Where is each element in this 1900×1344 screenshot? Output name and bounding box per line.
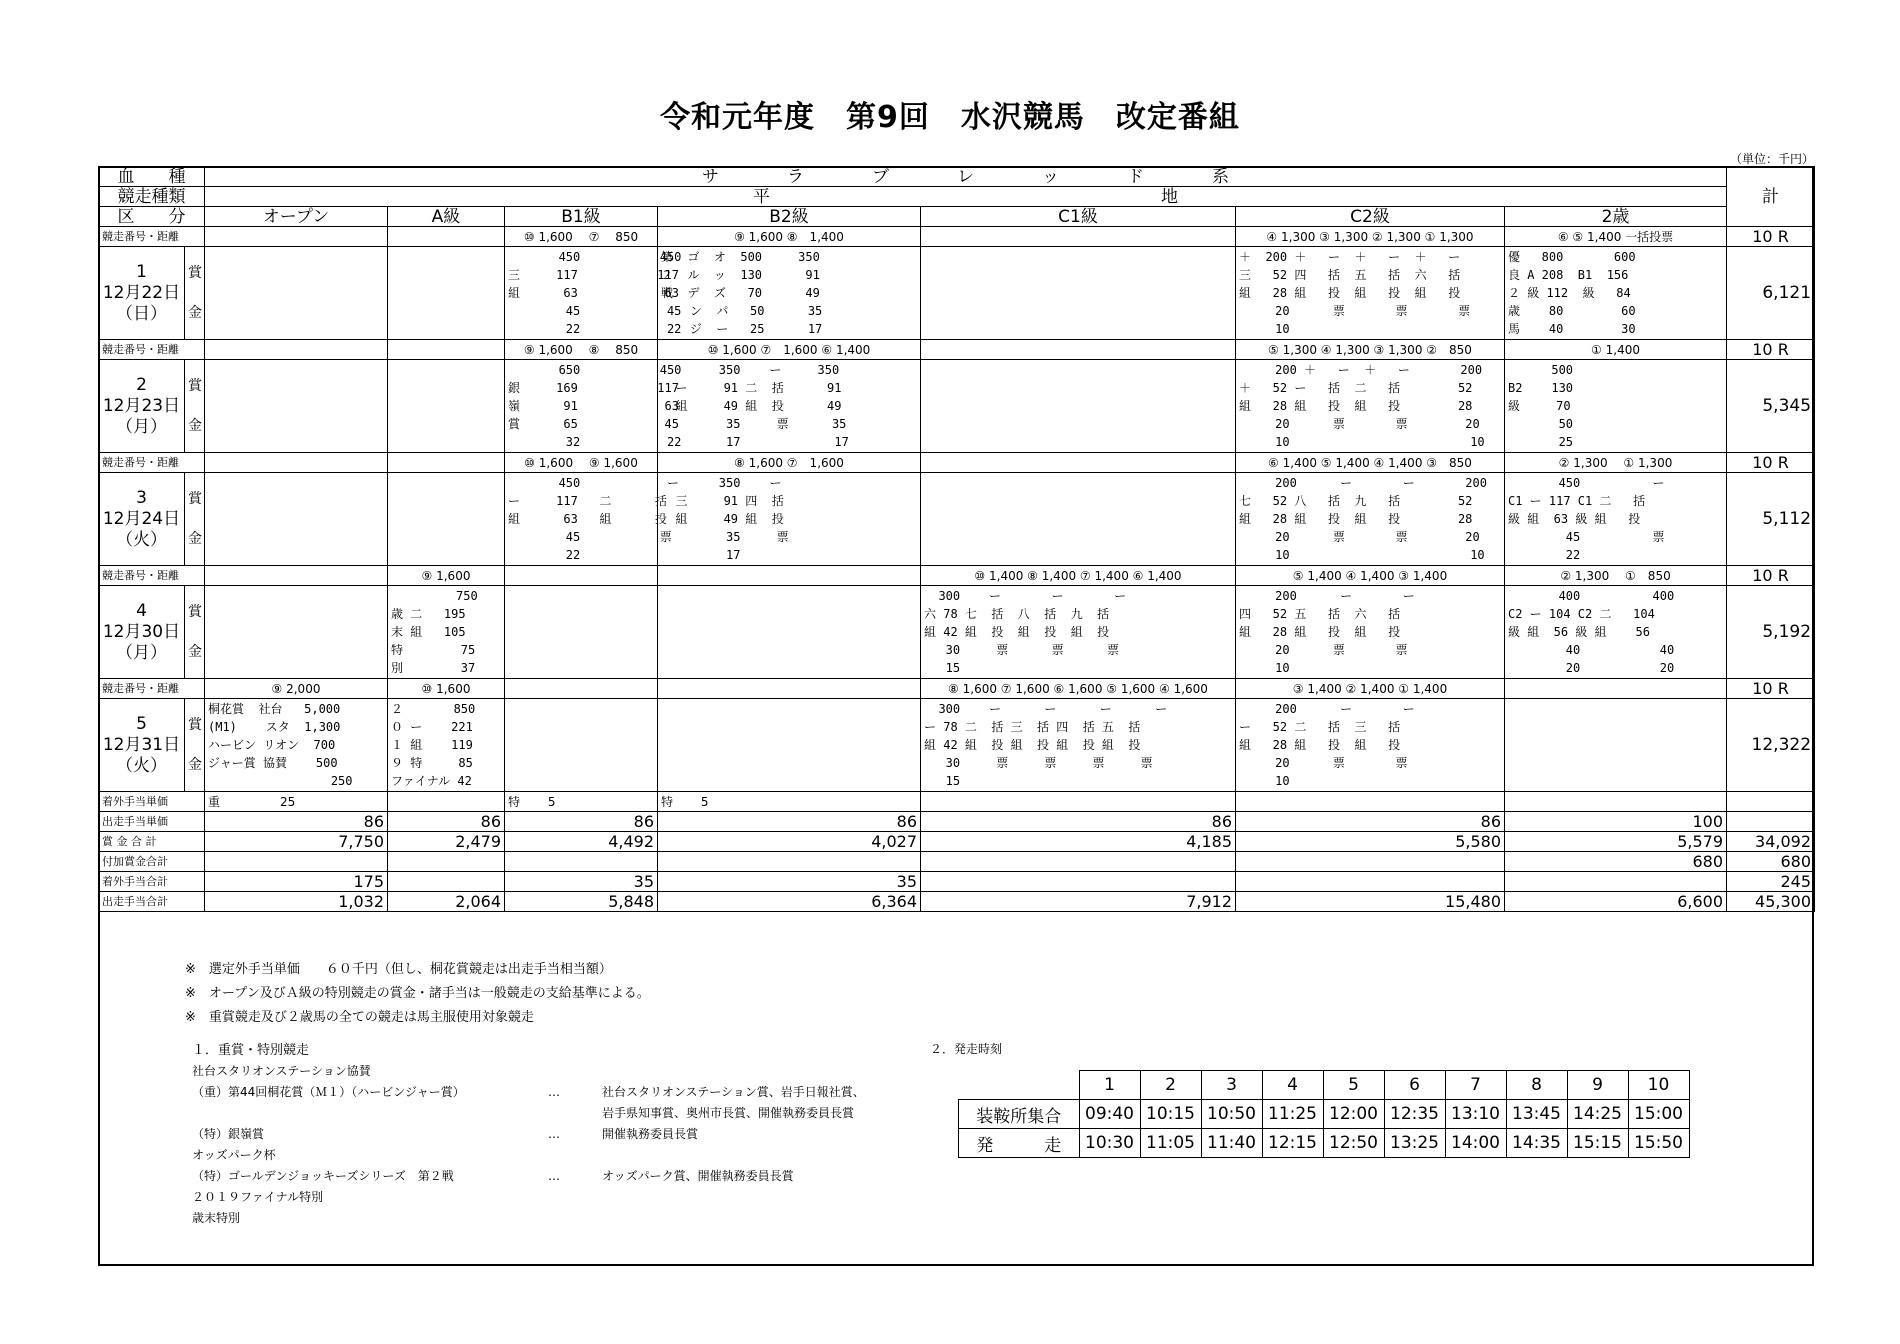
prize-cell-text: 200 ＋ ー ＋ ー 200 ＋ 52 ー 括 二 括 52 組 28 組 投 組 投 28 20 票 票 20 10 10 (1239, 363, 1485, 449)
race-distance-row (99, 453, 1815, 473)
prize-cell (205, 360, 388, 453)
prize-cell (205, 699, 388, 792)
summary-row (99, 792, 1815, 812)
special-race-line (192, 1082, 865, 1103)
summary-value: 35 (658, 872, 921, 892)
summary-value: 86 (1236, 812, 1505, 832)
race-distance-cell: ⑥ 1,400 ⑤ 1,400 ④ 1,400 ③ 850 (1236, 453, 1505, 473)
summary-value: 重 25 (205, 792, 388, 812)
special-race-name: （特）銀嶺賞 (192, 1127, 265, 1141)
race-number: 8 (1506, 1071, 1567, 1100)
summary-total: 45,300 (1727, 892, 1815, 912)
prize-money-label (185, 586, 205, 679)
prize-cell (505, 360, 682, 453)
summary-row (99, 852, 1815, 872)
prize-cell-text: 200 ー ー 四 52 五 括 六 括 組 28 組 投 組 投 20 票 票 10 (1239, 589, 1415, 675)
prize-cell-text: 200 ー ー ー 52 二 括 三 括 組 28 組 投 組 投 20 票 票 10 (1239, 702, 1415, 788)
time-cell: 12:00 (1323, 1100, 1384, 1129)
special-race-line (192, 1187, 465, 1208)
day-number: 5 (136, 713, 147, 734)
class-header: A級 (388, 207, 505, 227)
leader-dots: … (548, 1127, 560, 1141)
race-count: 10 R (1727, 340, 1815, 360)
day-weekday: （月） (116, 642, 167, 663)
summary-value (205, 852, 388, 872)
summary-value: 15,480 (1236, 892, 1505, 912)
race-distance-cell (505, 679, 658, 699)
day-row (99, 699, 1815, 792)
time-cell: 14:35 (1506, 1129, 1567, 1158)
prize-money-label (185, 360, 205, 453)
prize-cell (388, 360, 505, 453)
prize-cell-text: 350 ー 三 91 四 括 組 49 組 投 35 票 17 (675, 476, 789, 562)
race-distance-cell: ⑨ 1,600 (388, 566, 505, 586)
summary-value: 特 5 (505, 792, 658, 812)
day-row (99, 473, 1815, 566)
summary-value (921, 792, 1236, 812)
summary-value: 35 (505, 872, 658, 892)
time-cell: 10:50 (1201, 1100, 1262, 1129)
summary-total: 34,092 (1727, 832, 1815, 852)
prize-cell (1236, 360, 1505, 453)
prize-cell (205, 473, 388, 566)
summary-value: 5,580 (1236, 832, 1505, 852)
race-distance-label: 競走番号・距離 (99, 453, 205, 473)
summary-value: 4,492 (505, 832, 658, 852)
race-distance-cell: ⑤ 1,300 ④ 1,300 ③ 1,300 ② 850 (1236, 340, 1505, 360)
summary-value: 86 (658, 812, 921, 832)
prize-cell-text: 450 ー ー 117 二 括 組 63 組 投 45 票 22 (508, 476, 679, 562)
prize-cell (388, 247, 505, 340)
day-row (99, 586, 1815, 679)
award-list: 開催執務委員長賞 (602, 1127, 699, 1141)
race-distance-label: 競走番号・距離 (99, 227, 205, 247)
prize-cell (921, 473, 1236, 566)
class-label: 区 分 (99, 207, 205, 227)
summary-total: 680 (1727, 852, 1815, 872)
race-number: 9 (1567, 1071, 1628, 1100)
money-label: 金 (188, 757, 202, 773)
times-row-label: 発 走 (959, 1129, 1080, 1158)
summary-label: 賞 金 合 計 (99, 832, 205, 852)
time-cell: 13:25 (1384, 1129, 1445, 1158)
race-distance-label: 競走番号・距離 (99, 340, 205, 360)
day-label (99, 586, 185, 679)
times-row (959, 1129, 1690, 1158)
time-cell: 13:10 (1445, 1100, 1506, 1129)
class-header: C2級 (1236, 207, 1505, 227)
total-header: 計 (1727, 167, 1815, 227)
race-distance-cell: ⑥ ⑤ 1,400 一括投票 (1505, 227, 1727, 247)
notes (185, 958, 650, 1030)
special-race-line (192, 1124, 699, 1145)
summary-total: 245 (1727, 872, 1815, 892)
day-weekday: （月） (116, 416, 167, 437)
summary-label: 着外手当単価 (99, 792, 205, 812)
prize-cell (658, 360, 921, 453)
special-race-name: （特）ゴールデンジョッキーズシリーズ 第２戦 (192, 1169, 454, 1183)
time-cell: 15:15 (1567, 1129, 1628, 1158)
summary-label: 着外手当合計 (99, 872, 205, 892)
prize-cell-text: ２ 850 ０ ー 221 １ 組 119 ９ 特 85 ファイナル 42 (391, 702, 476, 788)
day-label (99, 360, 185, 453)
leader-dots: … (548, 1169, 560, 1183)
summary-value (1236, 792, 1505, 812)
note-line: ※ オープン及びＡ級の特別競走の賞金・諸手当は一般競走の支給基準による。 (185, 986, 650, 1001)
summary-value (1236, 852, 1505, 872)
day-total: 6,121 (1727, 247, 1815, 340)
race-number: 1 (1079, 1071, 1140, 1100)
day-label (99, 699, 185, 792)
day-total: 5,345 (1727, 360, 1815, 453)
prize-cell (1236, 247, 1505, 340)
prize-cell-text: 優 800 600 良 A 208 B1 156 ２ 級 112 級 84 歳 80 60 馬 40 30 (1508, 250, 1636, 336)
prize-cell-text: 200 ー ー 200 七 52 八 括 九 括 52 組 28 組 投 組 投 28 20 票 票 20 10 10 (1239, 476, 1487, 562)
race-distance-cell (388, 453, 505, 473)
time-cell: 15:00 (1628, 1100, 1689, 1129)
money-label: 金 (188, 531, 202, 547)
race-count: 10 R (1727, 566, 1815, 586)
summary-label: 出走手当単価 (99, 812, 205, 832)
summary-value (921, 872, 1236, 892)
prize-cell (388, 586, 505, 679)
race-distance-row (99, 227, 1815, 247)
summary-value: 5,579 (1505, 832, 1727, 852)
time-cell: 12:15 (1262, 1129, 1323, 1158)
summary-value: 680 (1505, 852, 1727, 872)
race-distance-cell: ⑧ 1,600 ⑦ 1,600 (658, 453, 921, 473)
summary-value: 2,064 (388, 892, 505, 912)
prize-cell-text: 桐花賞 社台 5,000 (M1) スタ 1,300 ハービン リオン 700 ジャー賞 協賛 500 250 (208, 702, 353, 788)
class-header: C1級 (921, 207, 1236, 227)
prize-cell (658, 699, 921, 792)
prize-cell (921, 360, 1236, 453)
race-type-value: 平 地 (205, 187, 1727, 207)
class-header: オープン (205, 207, 388, 227)
prize-cell (658, 247, 921, 340)
special-race-name: 社台スタリオンステーション協賛 (192, 1064, 371, 1078)
note-line: ※ 重賞競走及び２歳馬の全ての競走は馬主服使用対象競走 (185, 1010, 534, 1025)
race-distance-label: 競走番号・距離 (99, 566, 205, 586)
day-label (99, 247, 185, 340)
summary-total (1727, 792, 1815, 812)
blank-cell (959, 1071, 1080, 1100)
day-total: 5,192 (1727, 586, 1815, 679)
prize-label: 賞 (188, 491, 202, 507)
time-cell: 12:35 (1384, 1100, 1445, 1129)
summary-value (921, 852, 1236, 872)
prize-cell (505, 473, 679, 566)
race-distance-cell (921, 453, 1236, 473)
time-cell: 10:30 (1079, 1129, 1140, 1158)
day-number: 2 (136, 374, 147, 395)
summary-label: 付加賞金合計 (99, 852, 205, 872)
summary-value: 86 (505, 812, 658, 832)
race-number: 4 (1262, 1071, 1323, 1100)
race-distance-row (99, 340, 1815, 360)
special-races-section (192, 1040, 865, 1229)
race-number: 10 (1628, 1071, 1689, 1100)
class-header: B1級 (505, 207, 658, 227)
start-times-table (958, 1070, 1690, 1158)
time-cell: 11:40 (1201, 1129, 1262, 1158)
summary-value: 7,912 (921, 892, 1236, 912)
prize-cell (658, 473, 921, 566)
time-cell: 15:50 (1628, 1129, 1689, 1158)
day-date: 12月23日 (102, 395, 181, 416)
summary-row (99, 812, 1815, 832)
summary-value (1505, 872, 1727, 892)
summary-value: 4,027 (658, 832, 921, 852)
race-distance-cell: ⑧ 1,600 ⑦ 1,600 ⑥ 1,600 ⑤ 1,600 ④ 1,600 (921, 679, 1236, 699)
prize-cell (205, 586, 388, 679)
race-distance-cell: ⑩ 1,600 ⑦ 1,600 ⑥ 1,400 (658, 340, 921, 360)
special-race-line (192, 1166, 794, 1187)
race-distance-label: 競走番号・距離 (99, 679, 205, 699)
leader-dots: … (548, 1085, 560, 1099)
summary-value: 4,185 (921, 832, 1236, 852)
prize-cell (1236, 473, 1505, 566)
summary-value: 86 (921, 812, 1236, 832)
race-distance-row (99, 566, 1815, 586)
prize-label: 賞 (188, 717, 202, 733)
prize-cell (505, 699, 658, 792)
day-number: 3 (136, 487, 147, 508)
time-cell: 09:40 (1079, 1100, 1140, 1129)
race-count: 10 R (1727, 227, 1815, 247)
race-number: 5 (1323, 1071, 1384, 1100)
special-race-name: （重）第44回桐花賞（Ｍ１）（ハービンジャー賞） (192, 1085, 465, 1099)
day-date: 12月24日 (102, 508, 181, 529)
summary-value (505, 852, 658, 872)
money-label: 金 (188, 418, 202, 434)
note-line: ※ 選定外手当単価 ６０千円（但し、桐花賞競走は出走手当相当額） (185, 962, 612, 977)
prize-cell-text: 450 450 三 117 117 組 63 63 45 45 22 22 (508, 250, 682, 336)
summary-row (99, 892, 1815, 912)
prize-money-label (185, 473, 205, 566)
special-race-line (192, 1145, 465, 1166)
day-date: 12月22日 (102, 282, 181, 303)
summary-value: 7,750 (205, 832, 388, 852)
prize-cell (505, 586, 658, 679)
prize-cell (388, 473, 505, 566)
prize-cell (1505, 360, 1727, 453)
race-number: 3 (1201, 1071, 1262, 1100)
time-cell: 13:45 (1506, 1100, 1567, 1129)
prize-cell-text: 750 歳 二 195 末 組 105 特 75 別 37 (391, 589, 478, 675)
day-row (99, 360, 1815, 453)
race-distance-cell: ① 1,400 (1505, 340, 1727, 360)
race-number: 2 (1140, 1071, 1201, 1100)
prize-cell-text: 450 ー C1 ー 117 C1 二 括 級 組 63 級 組 投 45 票 22 (1508, 476, 1665, 562)
award-list: 社台スタリオンステーション賞、岩手日報社賞、 (602, 1085, 865, 1099)
race-distance-cell (205, 453, 388, 473)
money-label: 金 (188, 305, 202, 321)
schedule-table (98, 166, 1815, 912)
race-distance-cell (205, 566, 388, 586)
times-row (959, 1100, 1690, 1129)
race-distance-cell: ⑩ 1,600 (388, 679, 505, 699)
race-distance-cell: ⑨ 1,600 ⑧ 1,400 (658, 227, 921, 247)
summary-value: 2,479 (388, 832, 505, 852)
summary-total (1727, 812, 1815, 832)
prize-cell (921, 247, 1236, 340)
special-race-name: オッズパーク杯 (192, 1148, 276, 1162)
times-header-row (959, 1071, 1690, 1100)
summary-value: 6,600 (1505, 892, 1727, 912)
prize-money-label (185, 699, 205, 792)
money-label: 金 (188, 644, 202, 660)
class-header: B2級 (658, 207, 921, 227)
start-times-heading: ２．発走時刻 (930, 1042, 1003, 1056)
summary-value: 175 (205, 872, 388, 892)
prize-cell (921, 586, 1236, 679)
summary-value: 特 5 (658, 792, 921, 812)
prize-cell-text: 300 ー ー ー 六 78 七 括 八 括 九 括 組 42 組 投 組 投 組 投 30 票 票 票 15 (924, 589, 1127, 675)
race-distance-cell (505, 566, 658, 586)
race-type-label: 競走種類 (99, 187, 205, 207)
day-weekday: （火） (116, 529, 167, 550)
race-distance-cell: ④ 1,300 ③ 1,300 ② 1,300 ① 1,300 (1236, 227, 1505, 247)
race-distance-cell: ⑨ 1,600 ⑧ 850 (505, 340, 658, 360)
prize-label: 賞 (188, 378, 202, 394)
page-title: 令和元年度 第9回 水沢競馬 改定番組 (660, 100, 1240, 135)
day-date: 12月30日 (102, 621, 181, 642)
day-number: 4 (136, 600, 147, 621)
summary-value (388, 792, 505, 812)
race-distance-cell (921, 227, 1236, 247)
race-distance-cell (388, 340, 505, 360)
summary-value (1505, 792, 1727, 812)
blood-value: サ ラ ブ レ ッ ド 系 (205, 167, 1727, 187)
prize-cell (1505, 247, 1727, 340)
special-race-name: 歳末特別 (192, 1211, 241, 1225)
prize-cell-text: 第 ゴ オ 500 350 ２ ル ッ 130 91 戦 デ ズ 70 49 ン パ 50 35 ジ ー 25 17 (661, 250, 823, 336)
prize-cell-text: 300 ー ー ー ー ー 78 二 括 三 括 四 括 五 括 組 42 組 投 組 投 組 投 組 投 30 票 票 票 票 15 (924, 702, 1168, 788)
day-weekday: （日） (116, 303, 167, 324)
summary-value: 1,032 (205, 892, 388, 912)
summary-label: 出走手当合計 (99, 892, 205, 912)
race-distance-cell: ⑩ 1,600 ⑨ 1,600 (505, 453, 658, 473)
blood-label: 血 種 (99, 167, 205, 187)
race-distance-cell: ⑤ 1,400 ④ 1,400 ③ 1,400 (1236, 566, 1505, 586)
award-list: 岩手県知事賞、奥州市長賞、開催執務委員長賞 (602, 1106, 855, 1120)
prize-cell (1505, 699, 1727, 792)
day-label (99, 473, 185, 566)
prize-cell (388, 699, 505, 792)
race-distance-cell (205, 340, 388, 360)
summary-value: 86 (205, 812, 388, 832)
summary-value: 6,364 (658, 892, 921, 912)
time-cell: 11:05 (1140, 1129, 1201, 1158)
prize-cell-text: 350 ー 350 ー 91 二 括 91 組 49 組 投 49 35 票 35 17 17 (675, 363, 849, 449)
time-cell: 14:00 (1445, 1129, 1506, 1158)
race-distance-cell (1505, 679, 1727, 699)
prize-cell (1236, 699, 1505, 792)
time-cell: 12:50 (1323, 1129, 1384, 1158)
race-number: 6 (1384, 1071, 1445, 1100)
prize-cell (1505, 473, 1727, 566)
race-distance-cell: ⑩ 1,400 ⑧ 1,400 ⑦ 1,400 ⑥ 1,400 (921, 566, 1236, 586)
times-row-label: 装鞍所集合 (959, 1100, 1080, 1129)
race-distance-cell (921, 340, 1236, 360)
day-total: 12,322 (1727, 699, 1815, 792)
race-distance-cell: ② 1,300 ① 850 (1505, 566, 1727, 586)
prize-label: 賞 (188, 265, 202, 281)
special-race-name: ２０１９ファイナル特別 (192, 1190, 324, 1204)
section-heading: １．重賞・特別競走 (192, 1043, 310, 1058)
prize-cell (505, 247, 682, 340)
prize-cell-text: 500 B2 130 級 70 50 25 (1508, 363, 1574, 449)
prize-label: 賞 (188, 604, 202, 620)
summary-value (658, 852, 921, 872)
race-distance-cell: ② 1,300 ① 1,300 (1505, 453, 1727, 473)
race-distance-row (99, 679, 1815, 699)
unit-label: （単位：千円） (1729, 152, 1814, 166)
prize-cell (1505, 586, 1727, 679)
race-distance-cell: ⑩ 1,600 ⑦ 850 (505, 227, 658, 247)
prize-cell (658, 586, 921, 679)
race-count: 10 R (1727, 453, 1815, 473)
prize-cell (921, 699, 1236, 792)
award-list: オッズパーク賞、開催執務委員長賞 (602, 1169, 794, 1183)
prize-cell-text: 400 400 C2 ー 104 C2 二 104 級 組 56 級 組 56 40 40 20 20 (1508, 589, 1675, 675)
summary-row (99, 832, 1815, 852)
summary-value (388, 872, 505, 892)
summary-value: 5,848 (505, 892, 658, 912)
race-number: 7 (1445, 1071, 1506, 1100)
day-number: 1 (136, 261, 147, 282)
prize-cell (1236, 586, 1505, 679)
race-count: 10 R (1727, 679, 1815, 699)
special-race-line (192, 1061, 465, 1082)
summary-row (99, 872, 1815, 892)
race-distance-cell (388, 227, 505, 247)
race-distance-cell (658, 566, 921, 586)
day-date: 12月31日 (102, 734, 181, 755)
day-weekday: （火） (116, 755, 167, 776)
time-cell: 10:15 (1140, 1100, 1201, 1129)
race-distance-cell (205, 227, 388, 247)
summary-value (1236, 872, 1505, 892)
time-cell: 11:25 (1262, 1100, 1323, 1129)
prize-cell-text: 650 450 銀 169 117 嶺 91 63 賞 65 45 32 22 (508, 363, 682, 449)
prize-money-label (185, 247, 205, 340)
prize-cell (205, 247, 388, 340)
special-race-line (192, 1208, 465, 1229)
class-header: 2歳 (1505, 207, 1727, 227)
prize-cell-text: ＋ 200 ＋ ー ＋ ー ＋ ー 三 52 四 括 五 括 六 括 組 28 組 投 組 投 組 投 20 票 票 票 10 (1239, 250, 1471, 336)
day-row (99, 247, 1815, 340)
race-distance-cell: ③ 1,400 ② 1,400 ① 1,400 (1236, 679, 1505, 699)
summary-value: 100 (1505, 812, 1727, 832)
summary-value (388, 852, 505, 872)
race-distance-cell: ⑨ 2,000 (205, 679, 388, 699)
special-race-line (192, 1103, 855, 1124)
race-distance-cell (658, 679, 921, 699)
summary-value: 86 (388, 812, 505, 832)
time-cell: 14:25 (1567, 1100, 1628, 1129)
day-total: 5,112 (1727, 473, 1815, 566)
